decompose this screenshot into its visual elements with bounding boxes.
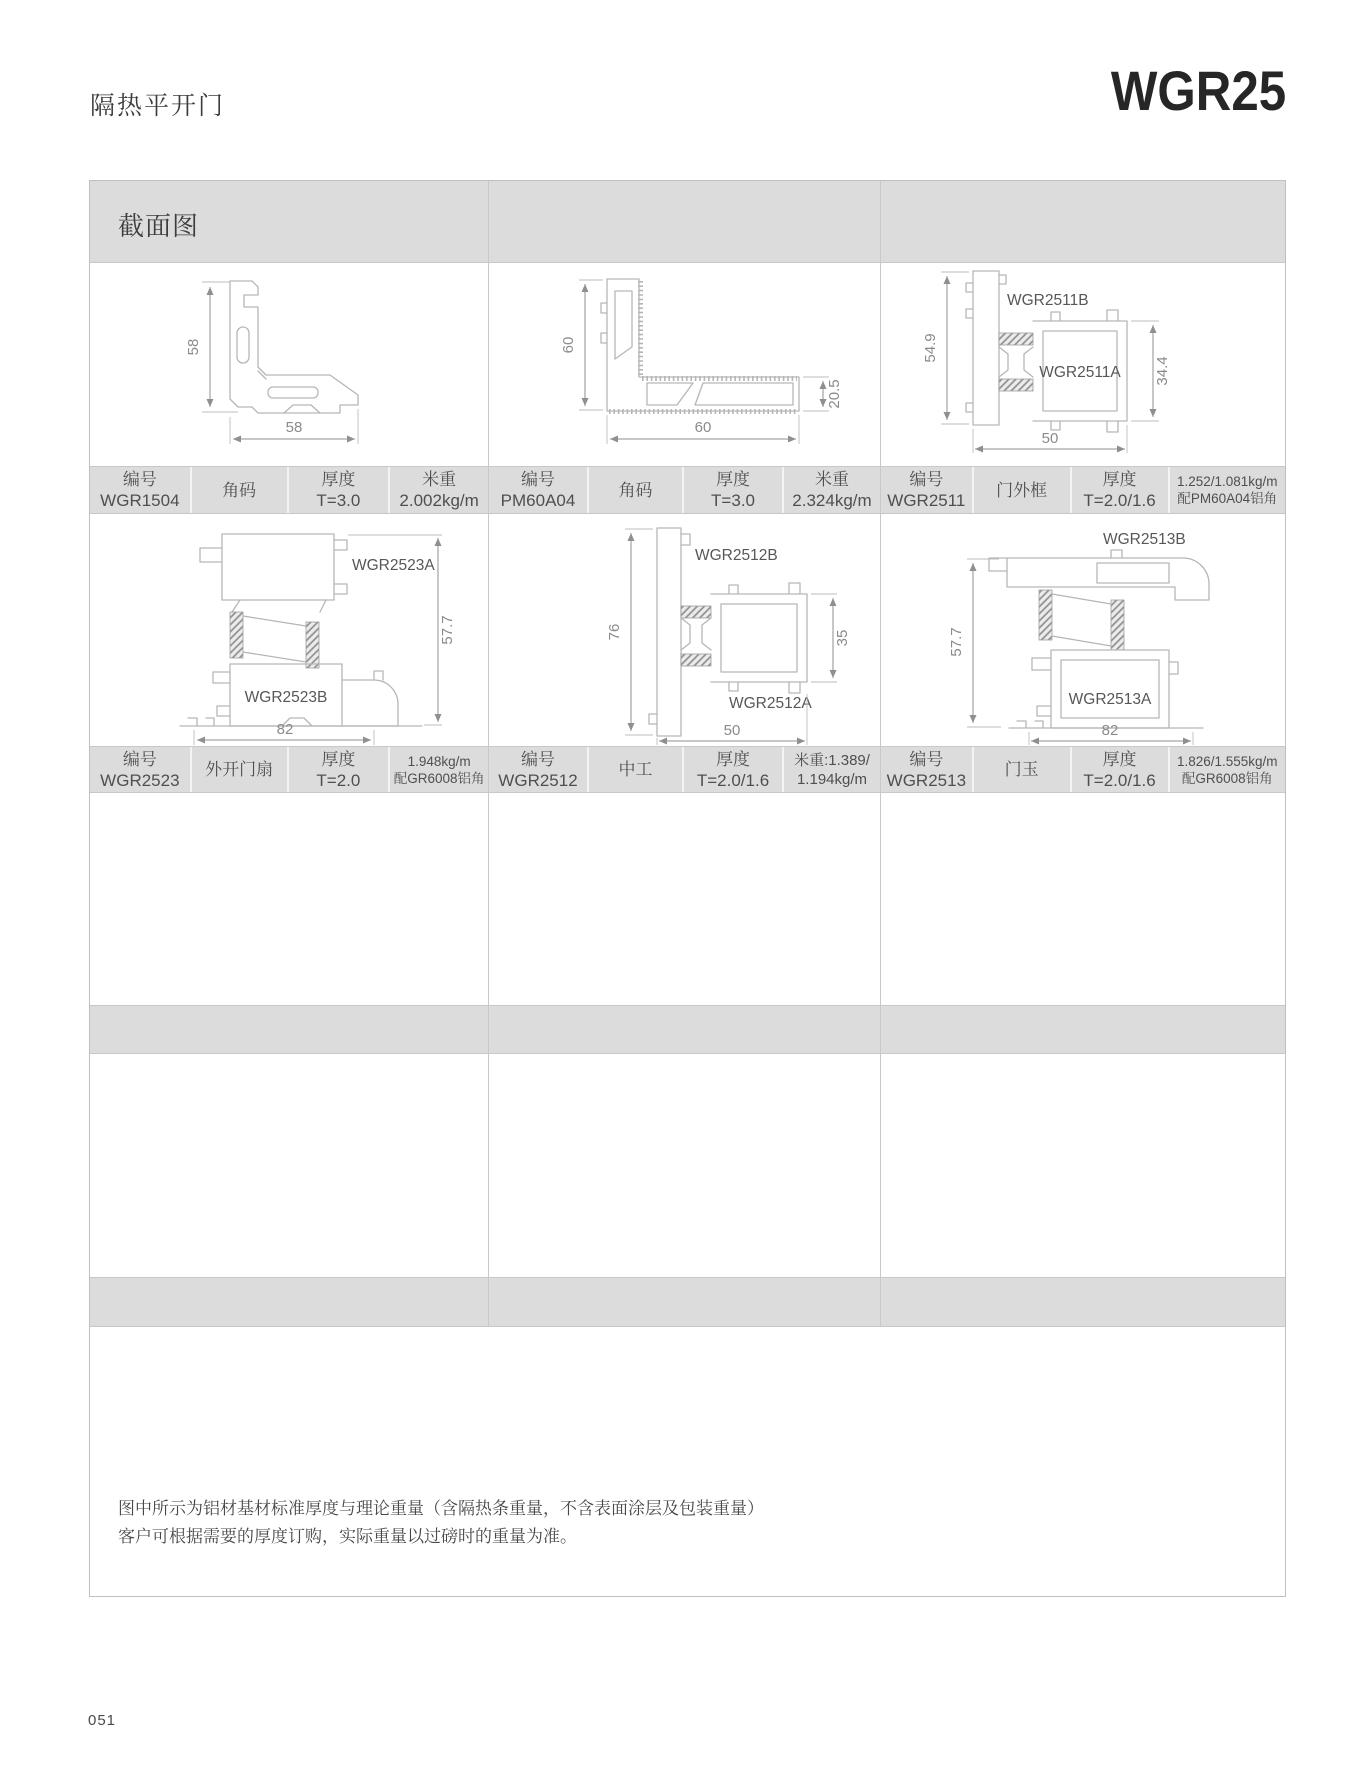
label-no: 编号 [122, 749, 157, 769]
label-no: 编号 [520, 749, 555, 769]
dimension-label: 54.9 [922, 333, 939, 363]
dimension-label: 60 [694, 419, 712, 436]
empty-cell [880, 1054, 1285, 1277]
thickness-value: T=2.0/1.6 [1083, 491, 1156, 510]
spec-code-cell [881, 467, 972, 513]
empty-cell [488, 793, 880, 1005]
spec-code-cell [90, 467, 190, 513]
drawing-row-4-empty [90, 1054, 1285, 1277]
thickness-value: T=3.0 [316, 491, 361, 510]
spec-name-cell [587, 747, 682, 792]
spec-wgr1504 [90, 467, 488, 513]
dimension-label: 82 [276, 721, 294, 738]
profile-name: 门外框 [996, 480, 1048, 500]
spec-code-cell [90, 747, 190, 792]
spec-name-cell [972, 747, 1070, 792]
table-header-row [90, 181, 1285, 263]
profile-code: WGR2512 [498, 770, 578, 790]
profile-drawing-pm60a04 [489, 263, 880, 466]
weight-value: 1.826/1.555kg/m [1176, 753, 1278, 769]
spec-weight-cell [388, 747, 488, 792]
spec-name-cell [972, 467, 1070, 513]
label-thickness: 厚度 [321, 470, 356, 489]
drawing-cell-wgr2523 [90, 514, 488, 746]
part-label: WGR2512B [695, 547, 778, 564]
dimension-label: 60 [560, 336, 577, 354]
spec-thickness-cell [682, 467, 782, 513]
label-thickness: 厚度 [321, 749, 356, 769]
weight-note: 配GR6008铝角 [393, 770, 485, 786]
spec-name-cell [587, 467, 682, 513]
spec-name-cell [190, 747, 287, 792]
drawing-cell-wgr1504 [90, 263, 488, 466]
profile-name: 中工 [618, 760, 653, 779]
profile-name: 角码 [222, 480, 257, 500]
empty-cell [488, 1054, 880, 1277]
spec-name-cell [190, 467, 287, 513]
profile-drawing-wgr2512 [489, 514, 880, 746]
spec-row-1 [90, 466, 1285, 514]
drawing-row-3-empty [90, 793, 1285, 1005]
dimension-label: 58 [185, 338, 202, 356]
note-area [90, 1327, 1285, 1596]
spec-thickness-cell [287, 747, 389, 792]
profile-code: WGR1504 [100, 491, 180, 510]
weight-value: 2.324kg/m [792, 491, 872, 510]
profile-drawing-wgr2513 [881, 514, 1285, 746]
spec-weight-cell [1168, 467, 1286, 513]
section-header: 截面图 [118, 211, 200, 241]
label-thickness: 厚度 [1102, 470, 1137, 489]
profile-drawing-wgr2511 [881, 263, 1285, 466]
spec-row-2 [90, 746, 1285, 793]
spec-thickness-cell [1070, 747, 1168, 792]
profile-name: 门玉 [1004, 760, 1039, 779]
thickness-value: T=2.0 [316, 770, 361, 790]
dimension-label: 35 [834, 629, 851, 647]
part-label: WGR2511A [1039, 364, 1121, 381]
spec-weight-cell [782, 467, 880, 513]
weight-value-2: 1.194kg/m [796, 770, 868, 788]
empty-cell [90, 1054, 488, 1277]
spec-wgr2513 [880, 747, 1285, 792]
profile-code: WGR2523 [100, 770, 180, 790]
spec-thickness-cell [1070, 467, 1168, 513]
dimension-label: 50 [1041, 430, 1059, 447]
dimension-label: 58 [285, 419, 303, 436]
drawing-cell-pm60a04 [488, 263, 880, 466]
note-line-2: 客户可根据需要的厚度订购，实际重量以过磅时的重量为准。 [118, 1527, 577, 1546]
empty-cell [90, 1278, 488, 1326]
label-thickness: 厚度 [716, 470, 751, 489]
dimension-label: 57.7 [948, 627, 965, 657]
empty-cell [90, 1006, 488, 1053]
empty-cell [880, 793, 1285, 1005]
thickness-value: T=2.0/1.6 [696, 770, 770, 790]
profile-code: PM60A04 [500, 491, 576, 510]
label-no: 编号 [909, 470, 944, 489]
page-title: 隔热平开门 [90, 92, 226, 120]
empty-cell [90, 793, 488, 1005]
profile-name: 角码 [618, 480, 653, 500]
empty-cell [488, 1006, 880, 1053]
label-weight: 米重 [422, 470, 457, 489]
spec-pm60a04 [488, 467, 880, 513]
empty-cell [880, 1006, 1285, 1053]
profile-drawing-wgr2523 [90, 514, 488, 746]
note-block [90, 1327, 1285, 1551]
weight-value: 1.252/1.081kg/m [1176, 474, 1278, 489]
label-no: 编号 [909, 749, 944, 769]
weight-value: 2.002kg/m [399, 491, 479, 510]
dimension-label: 50 [723, 722, 741, 739]
weight-value: 米重:1.389/ [794, 751, 870, 769]
dimension-label: 82 [1101, 722, 1119, 739]
label-no: 编号 [520, 470, 555, 489]
spec-row-3-empty [90, 1005, 1285, 1054]
series-code: WGR25 [1110, 59, 1286, 122]
spec-code-cell [489, 467, 587, 513]
thickness-value: T=3.0 [711, 491, 755, 510]
label-weight: 米重 [815, 470, 849, 489]
thickness-value: T=2.0/1.6 [1083, 770, 1156, 790]
weight-note: 配GR6008铝角 [1181, 770, 1273, 786]
part-label: WGR2523A [352, 557, 435, 574]
spec-row-4-empty [90, 1277, 1285, 1327]
empty-cell [880, 1278, 1285, 1326]
spec-thickness-cell [682, 747, 782, 792]
part-label: WGR2513B [1103, 531, 1186, 548]
header-cell-empty [880, 181, 1285, 262]
spec-code-cell [489, 747, 587, 792]
dimension-label: 76 [606, 623, 623, 641]
page-number: 051 [88, 1712, 117, 1729]
drawing-cell-wgr2511 [880, 263, 1285, 466]
drawing-cell-wgr2513 [880, 514, 1285, 746]
part-label: WGR2511B [1007, 292, 1089, 309]
label-thickness: 厚度 [1102, 749, 1137, 769]
profile-drawing-wgr1504 [90, 263, 488, 466]
spec-weight-cell [782, 747, 880, 792]
profile-spec-table [89, 180, 1286, 1597]
spec-code-cell [881, 747, 972, 792]
spec-thickness-cell [287, 467, 389, 513]
profile-code: WGR2513 [886, 770, 967, 790]
dimension-label: 57.7 [439, 615, 456, 645]
part-label: WGR2513A [1068, 691, 1152, 708]
profile-code: WGR2511 [887, 491, 966, 510]
label-no: 编号 [122, 470, 157, 489]
weight-note: 配PM60A04铝角 [1177, 491, 1278, 506]
spec-wgr2511 [880, 467, 1285, 513]
part-label: WGR2512A [729, 695, 812, 712]
header-cell-empty [488, 181, 880, 262]
spec-wgr2523 [90, 747, 488, 792]
spec-weight-cell [1168, 747, 1286, 792]
section-header-cell [90, 181, 488, 262]
dimension-label: 20.5 [826, 379, 843, 409]
empty-cell [488, 1278, 880, 1326]
label-thickness: 厚度 [716, 749, 751, 769]
dimension-label: 34.4 [1154, 356, 1171, 386]
drawing-row-1 [90, 263, 1285, 466]
spec-weight-cell [388, 467, 488, 513]
drawing-row-2 [90, 514, 1285, 746]
note-line-1: 图中所示为铝材基材标准厚度与理论重量（含隔热条重量，不含表面涂层及包装重量） [118, 1499, 764, 1518]
weight-value: 1.948kg/m [407, 753, 471, 769]
profile-name: 外开门扇 [205, 760, 274, 779]
spec-wgr2512 [488, 747, 880, 792]
part-label: WGR2523B [244, 689, 328, 706]
drawing-cell-wgr2512 [488, 514, 880, 746]
